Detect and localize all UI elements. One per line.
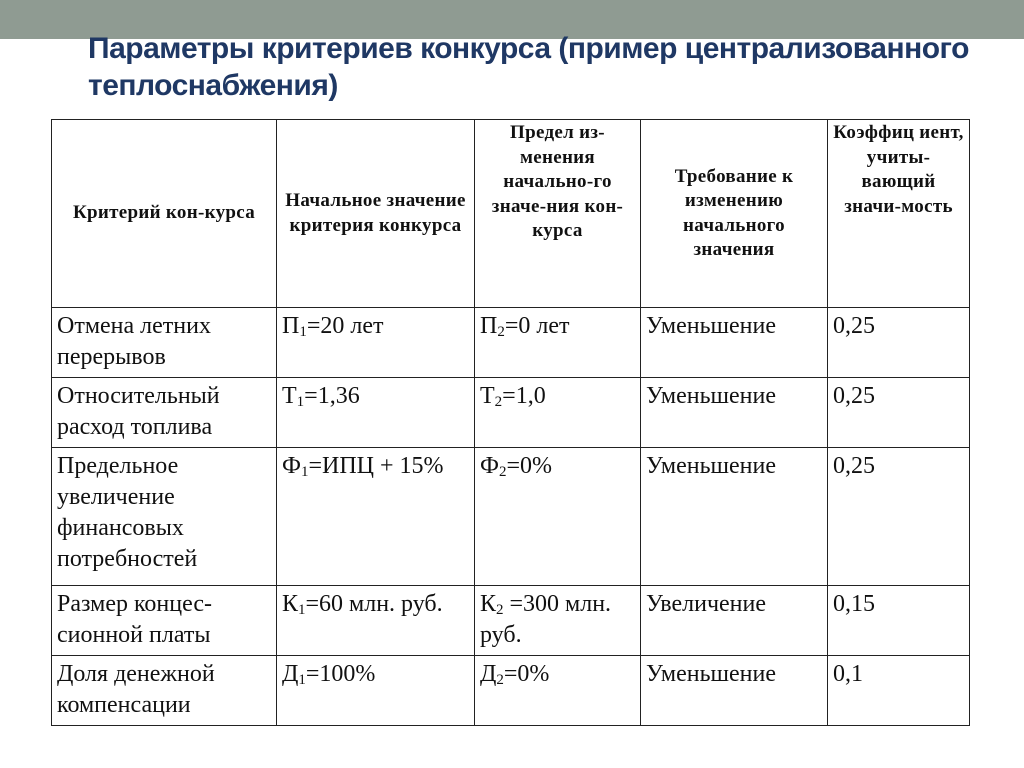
- cell-change-limit: $Ф_2=0\%$: [475, 448, 641, 586]
- cell-change-limit: $Д_2=0\%$: [475, 656, 641, 726]
- table-row: [52, 308, 970, 378]
- cell-coefficient: 0,25: [828, 308, 970, 378]
- cell-coefficient: 0,1: [828, 656, 970, 726]
- cell-criterion: Относительный расход топлива: [52, 378, 277, 448]
- cell-change-limit: $Т_2=1,0$: [475, 378, 641, 448]
- cell-coefficient: 0,15: [828, 586, 970, 656]
- cell-criterion: Отмена летних перерывов: [52, 308, 277, 378]
- cell-requirement: Уменьшение: [641, 308, 828, 378]
- header-criterion: Критерий кон-курса: [52, 120, 277, 308]
- header-change-requirement: Требование к изменению начального значения: [641, 120, 828, 308]
- criteria-table: [51, 119, 970, 726]
- cell-coefficient: 0,25: [828, 378, 970, 448]
- header-change-limit: Предел из-менения начально-го значе-ния кон-курса: [475, 120, 641, 308]
- cell-initial-value: $Т_1=1,36$: [277, 378, 475, 448]
- cell-criterion: Предельное увеличение финансовых потребностей: [52, 448, 277, 586]
- slide-title: Параметры критериев конкурса (пример централизованного теплоснабжения): [88, 32, 969, 102]
- header-initial-value: Начальное значение критерия конкурса: [277, 120, 475, 308]
- cell-requirement: Уменьшение: [641, 378, 828, 448]
- cell-initial-value: $К_1=60$ млн. руб.: [277, 586, 475, 656]
- cell-initial-value: $П_1=20$ лет: [277, 308, 475, 378]
- table-row: [52, 586, 970, 656]
- cell-change-limit: $К_2 =300$ млн. руб.: [475, 586, 641, 656]
- table-header-row: [52, 120, 970, 308]
- cell-change-limit: $П_2=0$ лет: [475, 308, 641, 378]
- header-weight-coefficient: Коэффиц иент, учиты-вающий значи-мость: [828, 120, 970, 308]
- table-row: [52, 378, 970, 448]
- table-row: [52, 448, 970, 586]
- cell-initial-value: $Д_1=100\%$: [277, 656, 475, 726]
- table-row: [52, 656, 970, 726]
- cell-requirement: Уменьшение: [641, 656, 828, 726]
- cell-requirement: Увеличение: [641, 586, 828, 656]
- cell-requirement: Уменьшение: [641, 448, 828, 586]
- cell-criterion: Доля денежной компенсации: [52, 656, 277, 726]
- cell-criterion: Размер концес-сионной платы: [52, 586, 277, 656]
- cell-coefficient: 0,25: [828, 448, 970, 586]
- cell-initial-value: $Ф_1=ИПЦ + 15\%$: [277, 448, 475, 586]
